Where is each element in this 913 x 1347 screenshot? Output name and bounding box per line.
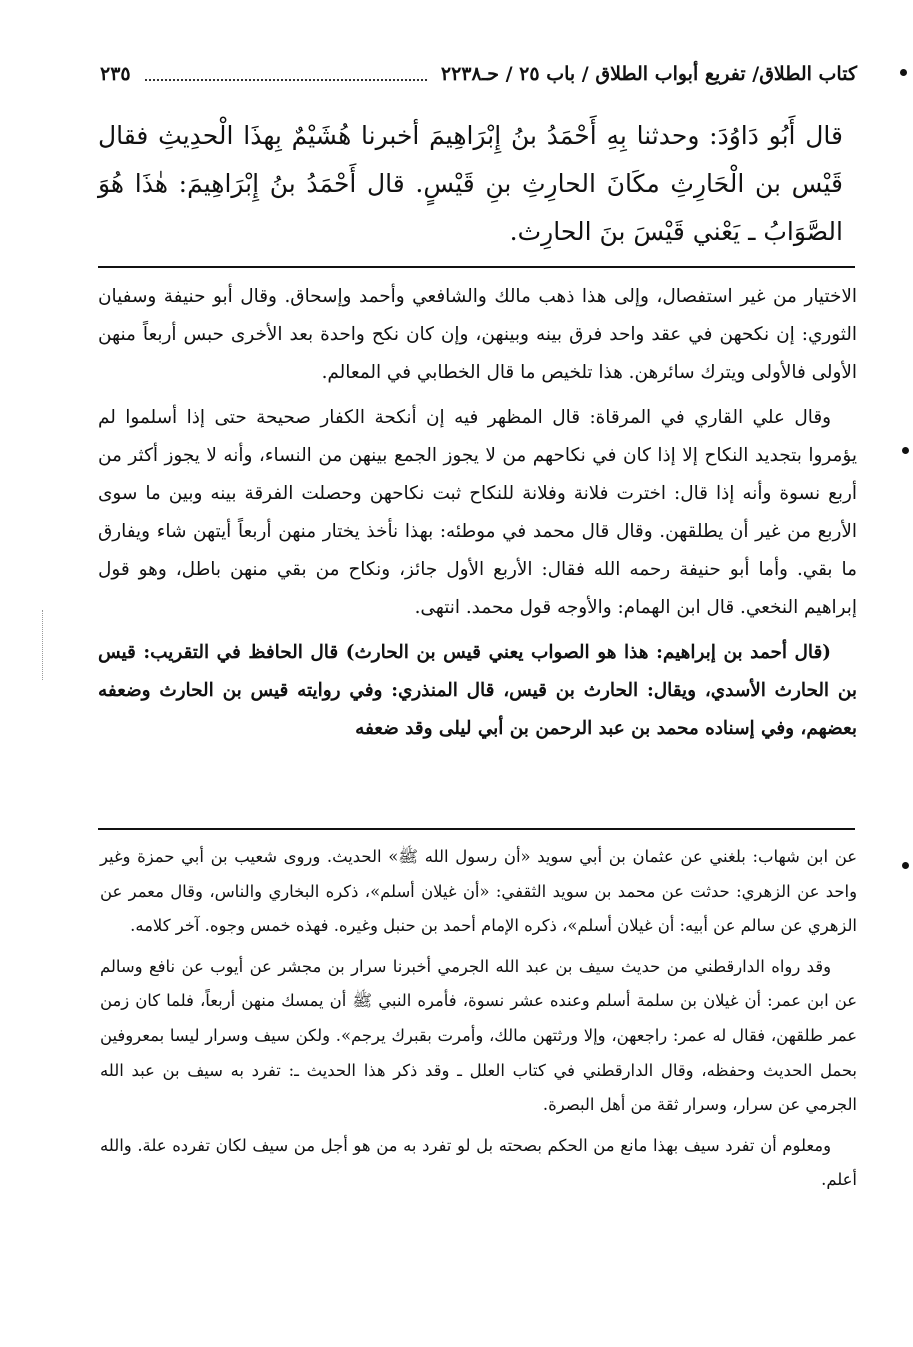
- header-title: كتاب الطلاق/ تفريع أبواب الطلاق / باب ٢٥ / حـ٢٢٣٨: [440, 63, 857, 85]
- footnote-paragraph: عن ابن شهاب: بلغني عن عثمان بن أبي سويد «أن رسول الله ﷺ» الحديث. وروى شعيب بن أبي حمزة وغير واحد عن الزهري: حدثت عن محمد بن سويد الثقفي: «أن غيلان أسلم»، ذكره البخاري والناس، وقال معمر عن الزهري عن سالم عن أبيه: أن غيلان أسلم»، ذكره الإمام أحمد بن حنبل وغيره. فهذه خمس وجوه. آخر كلامه.: [100, 847, 857, 936]
- hadith-text-block: [98, 112, 843, 256]
- footnote-paragraph: ومعلوم أن تفرد سيف بهذا مانع من الحكم بصحته بل لو تفرد به من هو أجل من سيف لكان تفرده علة. والله أعلم.: [100, 1135, 857, 1190]
- hadith-separator-rule: [98, 266, 855, 268]
- footnote-paragraph: وقد رواه الدارقطني من حديث سيف بن عبد الله الجرمي أخبرنا سرار بن مجشر عن أيوب عن نافع وسالم عن ابن عمر: أن غيلان بن سلمة أسلم وعنده عشر نسوة، فأمره النبي ﷺ أن يمسك منهن أربعاً، فلما كان زمن عمر طلقهن، فقال له عمر: راجعهن، وإلا ورثتهن مالك، وأمرت بقبرك يرجم». ولكن سيف وسرار ليسا بمعروفين بحمل الحديث وحفظه، وقال الدارقطني في كتاب العلل ـ وقد ذكر هذا الحديث ـ: تفرد به سيف بن عبد الله الجرمي عن سرار، وسرار ثقة من أهل البصرة.: [100, 956, 857, 1115]
- running-header: [100, 56, 857, 92]
- commentary-paragraph: (قال أحمد بن إبراهيم: هذا هو الصواب يعني قيس بن الحارث) قال الحافظ في التقريب: قيس بن الحارث الأسدي، ويقال: الحارث بن قيس، قال المنذري: وفي روايته قيس بن الحارث وضعفه بعضهم، وفي إسناده محمد بن عبد الرحمن بن أبي ليلى وقد ضعفه: [98, 642, 857, 739]
- footnotes-block: [100, 840, 857, 1204]
- margin-bullet-top: [900, 69, 907, 76]
- commentary-paragraph: الاختيار من غير استفصال، وإلى هذا ذهب مالك والشافعي وأحمد وإسحاق. وقال أبو حنيفة وسفيان الثوري: إن نكحهن في عقد واحد فرق بينه وبينهن، وإن كان نكح واحدة بعد الأخرى حبس أربعاً منهن الأولى فالأولى ويترك سائرهن. هذا تلخيص ما قال الخطابي في المعالم.: [98, 286, 857, 383]
- commentary-block: [98, 278, 857, 755]
- page-number: ٢٣٥: [100, 63, 131, 85]
- commentary-paragraph: وقال علي القاري في المرقاة: قال المظهر فيه إن أنكحة الكفار صحيحة حتى إذا أسلموا لم يؤمروا بتجديد النكاح إلا إذا كان في نكاحهم من لا يجوز الجمع بينهن من النساء، وأنه لا يجوز أكثر من أربع نسوة وأنه إذا قال: اخترت فلانة وفلانة للنكاح ثبت نكاحهن وحصلت الفرقة بينه وبين ما سوى الأربع من غير أن يطلقهن. وقال قال محمد في موطئه: بهذا نأخذ يختار منهن أربعاً أيتهن شاء ويفارق ما بقي. وأما أبو حنيفة رحمه الله فقال: الأربع الأول جائز، ونكاح من بقي منهن باطل، وهو قول إبراهيم النخعي. قال ابن الهمام: والأوجه قول محمد. انتهى.: [98, 407, 857, 618]
- header-dot-leader: [145, 67, 427, 81]
- margin-scan-mark: [42, 610, 45, 680]
- margin-bullet-middle: [902, 447, 909, 454]
- margin-bullet-bottom: [902, 862, 909, 869]
- hadith-text: قال أَبُو دَاوُدَ: وحدثنا بِهِ أَحْمَدُ بنُ إِبْرَاهِيمَ أخبرنا هُشَيْمٌ بِهذَا الْحدِيثِ فقال قَيْس بن الْحَارِثِ مكَانَ الحارِثِ بنِ قَيْسٍ. قال أَحْمَدُ بنُ إِبْرَاهِيمَ: هٰذَا هُوَ الصَّوَابُ ـ يَعْني قَيْسَ بنَ الحارِث.: [98, 121, 843, 246]
- footnote-separator-rule: [98, 828, 855, 830]
